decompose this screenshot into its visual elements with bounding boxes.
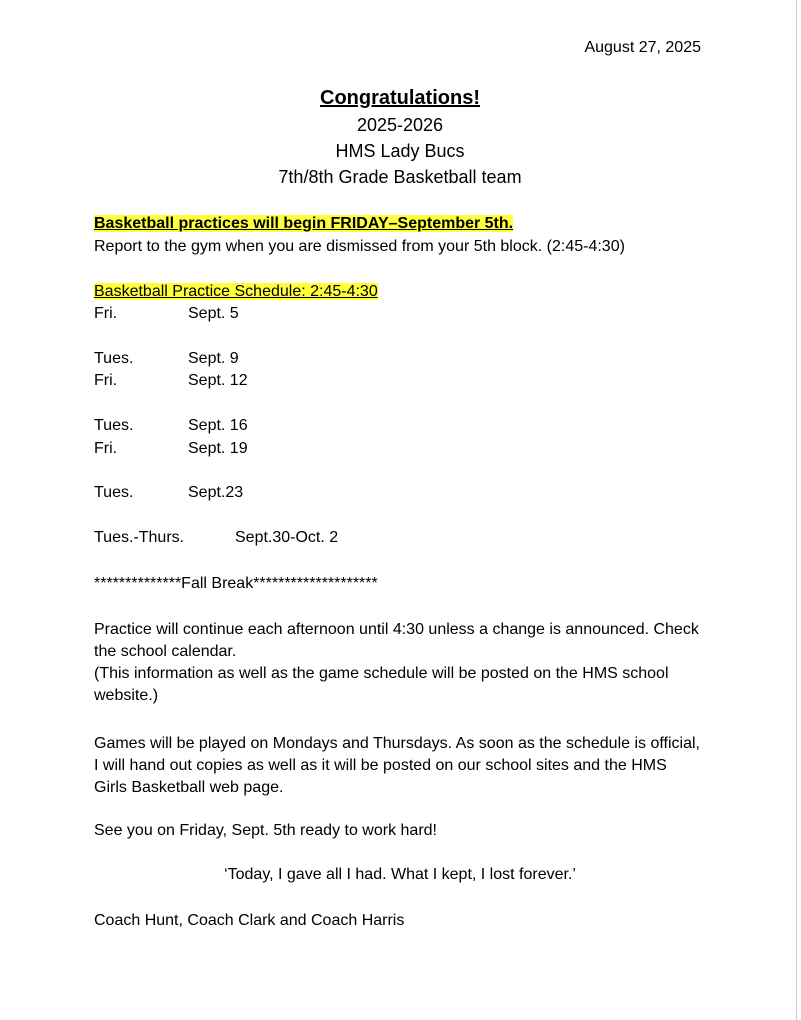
schedule-date: Sept. 5 xyxy=(188,305,239,322)
report-instructions: Report to the gym when you are dismissed from your 5th block. (2:45-4:30) xyxy=(94,238,625,255)
page-edge-divider xyxy=(796,0,797,1020)
schedule-date: Sept. 19 xyxy=(188,440,248,457)
schedule-label-highlight: Basketball Practice Schedule: 2:45-4:30 xyxy=(94,283,378,300)
schedule-day: Tues. xyxy=(94,417,134,434)
team-name-line: HMS Lady Bucs xyxy=(335,141,465,161)
schedule-day: Tues. xyxy=(94,350,134,367)
schedule-day: Fri. xyxy=(94,372,118,389)
practice-note-paragraph: Practice will continue each afternoon until 4:30 unless a change is announced. Check the school calendar. xyxy=(94,621,699,660)
schedule-day: Fri. xyxy=(94,305,118,322)
closing-line: See you on Friday, Sept. 5th ready to work hard! xyxy=(94,822,437,839)
letter-heading: Congratulations! xyxy=(320,87,480,109)
letter-date: August 27, 2025 xyxy=(584,39,701,56)
season-line: 2025-2026 xyxy=(356,115,444,135)
motivational-quote: ‘Today, I gave all I had. What I kept, I lost forever.’ xyxy=(224,866,576,883)
schedule-label xyxy=(94,281,378,303)
fall-break-line: **************Fall Break******************** xyxy=(94,575,378,592)
coach-signature: Coach Hunt, Coach Clark and Coach Harris xyxy=(94,912,405,929)
schedule-date: Sept.23 xyxy=(188,484,244,501)
games-note-paragraph: Games will be played on Mondays and Thursdays. As soon as the schedule is official, I will hand out copies as well as it will be posted on our school sites and the HMS Girls Basketball web page. xyxy=(94,735,700,796)
schedule-date: Sept.30-Oct. 2 xyxy=(235,529,339,546)
schedule-date: Sept. 12 xyxy=(188,372,248,389)
schedule-day: Fri. xyxy=(94,440,118,457)
website-note-paragraph: (This information as well as the game schedule will be posted on the HMS school website.) xyxy=(94,665,669,704)
practice-start-highlight: Basketball practices will begin FRIDAY–September 5th. xyxy=(94,215,514,232)
schedule-day: Tues. xyxy=(94,484,134,501)
schedule-day: Tues.-Thurs. xyxy=(94,529,185,546)
practice-start-headline xyxy=(94,213,513,235)
team-grade-line: 7th/8th Grade Basketball team xyxy=(278,167,522,187)
schedule-date: Sept. 16 xyxy=(188,417,248,434)
schedule-date: Sept. 9 xyxy=(188,350,239,367)
